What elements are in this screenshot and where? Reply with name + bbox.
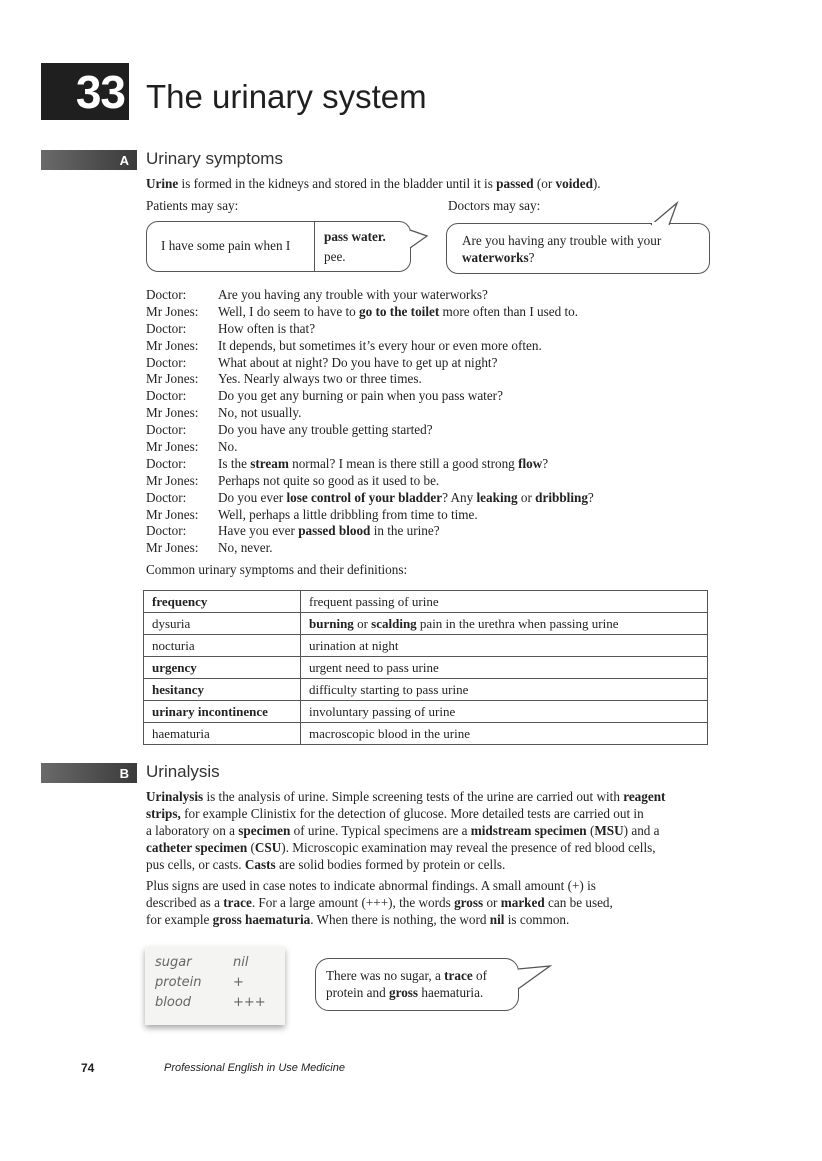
table-row — [144, 679, 708, 701]
text-run: ). Microscopic examination may reveal the presence of red blood cells, — [281, 840, 656, 855]
utterance — [218, 287, 488, 304]
dialogue-line — [146, 473, 594, 490]
text-run: frequent passing of urine — [309, 593, 439, 609]
text-run: can be used, — [544, 895, 613, 910]
bold-term: gross — [389, 985, 419, 1000]
symptom-definition — [301, 613, 708, 635]
table-row — [144, 723, 708, 745]
dialogue-line — [146, 304, 594, 321]
text-run: ? — [528, 250, 535, 265]
text-run: ? Any — [442, 489, 477, 505]
text-run: Plus signs are used in case notes to indicate abnormal findings. A small amount (+) is — [146, 878, 596, 893]
urinalysis-bubble-tail — [510, 963, 554, 997]
urinalysis-paragraph-1 — [146, 788, 665, 873]
text-run: normal? I mean is there still a good strong — [288, 455, 519, 471]
bold-term: Urine — [146, 176, 179, 191]
symptom-term: frequency — [144, 591, 301, 613]
text-run: is common. — [504, 912, 570, 927]
bold-term: leaking — [476, 489, 518, 505]
text-run: Yes. Nearly always two or three times. — [218, 371, 422, 387]
text-run: ) and a — [623, 823, 660, 838]
speaker: Mr Jones: — [146, 439, 199, 455]
section-a-title: Urinary symptoms — [146, 149, 283, 168]
text-run: No. — [218, 439, 238, 455]
patient-speech-bubble — [146, 221, 411, 272]
text-run: There was no sugar, a — [326, 968, 445, 983]
speaker: Doctor: — [146, 455, 187, 471]
bold-term: gross haematuria — [212, 912, 311, 927]
text-run: Is the — [218, 455, 251, 471]
doctor-speech-bubble — [446, 223, 710, 274]
bold-term: burning — [309, 615, 354, 631]
text-run: ( — [586, 823, 595, 838]
section-a-label: A — [41, 150, 137, 170]
dialogue-line — [146, 287, 594, 304]
bold-term: go to the toilet — [359, 303, 440, 319]
speaker: Mr Jones: — [146, 405, 199, 421]
patients-say-label: Patients may say: — [146, 198, 239, 213]
text-run: of urine. Typical specimens are a — [290, 823, 471, 838]
bold-term: stream — [250, 455, 289, 471]
text-line — [146, 788, 665, 805]
text-run: a laboratory on a — [146, 823, 239, 838]
text-run: pain in the urethra when passing urine — [416, 615, 619, 631]
symptom-term: nocturia — [144, 635, 301, 657]
utterance — [218, 523, 440, 540]
text-line — [146, 822, 665, 839]
bold-term: voided — [555, 176, 593, 191]
doctor-bubble-tail — [645, 200, 685, 230]
bold-term: strips, — [146, 806, 181, 821]
bold-term: dribbling — [535, 489, 588, 505]
text-line — [146, 911, 613, 928]
text-run: (or — [533, 176, 556, 191]
urinalysis-speech-bubble — [315, 958, 519, 1011]
text-run: . For a large amount (+++), the words — [251, 895, 455, 910]
note-label: blood — [155, 995, 192, 1010]
note-value: nil — [233, 955, 249, 970]
unit-number: 33 — [41, 63, 129, 120]
text-run: or — [517, 489, 536, 505]
text-line — [146, 856, 665, 873]
text-run: in the urine? — [370, 523, 440, 539]
dialogue-line — [146, 355, 594, 372]
book-title: Professional English in Use Medicine — [164, 1062, 345, 1074]
utterance — [218, 338, 542, 355]
urinalysis-speech-text — [326, 967, 487, 1001]
text-run: for example — [146, 912, 213, 927]
utterance — [218, 304, 578, 321]
text-run: Do you ever — [218, 489, 287, 505]
section-b-label: B — [41, 763, 137, 783]
text-line — [146, 877, 613, 894]
speaker: Doctor: — [146, 422, 187, 438]
dialogue-line — [146, 523, 594, 540]
text-run: No, not usually. — [218, 405, 302, 421]
speaker: Doctor: — [146, 287, 187, 302]
patient-bubble-tail — [400, 226, 430, 252]
text-run: No, never. — [218, 540, 273, 556]
patient-bubble-text: I have some pain when I — [161, 238, 291, 253]
section-b-title: Urinalysis — [146, 762, 220, 781]
dialogue-line — [146, 456, 594, 473]
text-run: involuntary passing of urine — [309, 703, 456, 719]
table-row — [144, 613, 708, 635]
symptom-term: hesitancy — [144, 679, 301, 701]
symptom-term: haematuria — [144, 723, 301, 745]
utterance — [218, 405, 301, 422]
text-run: more often than I used to. — [439, 303, 579, 319]
utterance — [218, 355, 497, 372]
note-value: +++ — [233, 995, 266, 1010]
bold-term: MSU — [594, 823, 624, 838]
text-run: Perhaps not quite so good as it used to be. — [218, 472, 440, 488]
text-run: are solid bodies formed by protein or cells. — [275, 857, 506, 872]
utterance — [218, 473, 439, 490]
symptom-definition — [301, 635, 708, 657]
bold-term: CSU — [254, 840, 282, 855]
speaker: Mr Jones: — [146, 371, 199, 387]
page-title: The urinary system — [146, 78, 427, 115]
bold-term: Casts — [244, 857, 276, 872]
bold-term: catheter specimen — [146, 840, 248, 855]
text-run: . When there is nothing, the word — [310, 912, 490, 927]
text-line — [326, 967, 487, 984]
bold-term: trace — [223, 895, 252, 910]
dialogue-line — [146, 540, 594, 557]
utterance — [218, 490, 594, 507]
utterance — [218, 456, 548, 473]
utterance — [218, 388, 503, 405]
text-run: or — [483, 895, 501, 910]
doctors-say-label: Doctors may say: — [448, 198, 541, 213]
bold-term: trace — [444, 968, 473, 983]
text-run: urination at night — [309, 637, 399, 653]
speaker: Doctor: — [146, 523, 187, 539]
symptoms-table-intro: Common urinary symptoms and their definitions: — [146, 562, 408, 577]
speaker: Mr Jones: — [146, 540, 199, 556]
dialogue-line — [146, 388, 594, 405]
utterance — [218, 422, 433, 439]
text-run: Do you have any trouble getting started? — [218, 422, 433, 438]
text-run: urgent need to pass urine — [309, 659, 439, 675]
patient-option-2: pee. — [324, 249, 346, 264]
note-label: protein — [155, 975, 202, 990]
bubble-divider — [314, 222, 315, 271]
text-run: of — [472, 968, 487, 983]
bold-term: midstream specimen — [470, 823, 587, 838]
symptoms-table — [143, 590, 708, 745]
text-line — [146, 805, 665, 822]
text-run: ( — [247, 840, 255, 855]
text-run: protein and — [326, 985, 389, 1000]
bold-term: scalding — [371, 615, 417, 631]
dialogue — [146, 287, 594, 557]
speaker: Mr Jones: — [146, 506, 199, 522]
speaker: Mr Jones: — [146, 337, 199, 353]
text-line — [326, 984, 487, 1001]
bold-term: reagent — [623, 789, 666, 804]
dialogue-line — [146, 422, 594, 439]
text-run: Well, I do seem to have to — [218, 303, 360, 319]
symptom-definition — [301, 591, 708, 613]
utterance — [218, 371, 422, 388]
speaker: Mr Jones: — [146, 472, 199, 488]
bold-term: passed blood — [298, 523, 371, 539]
symptom-definition — [301, 701, 708, 723]
speaker: Doctor: — [146, 320, 187, 336]
table-row — [144, 635, 708, 657]
note-label: sugar — [155, 955, 192, 970]
patient-option-1: pass water. — [324, 229, 386, 244]
symptom-definition — [301, 657, 708, 679]
text-run: macroscopic blood in the urine — [309, 725, 471, 741]
dialogue-line — [146, 321, 594, 338]
bold-term: lose control of your bladder — [286, 489, 443, 505]
table-row — [144, 591, 708, 613]
table-row — [144, 701, 708, 723]
text-run: It depends, but sometimes it’s every hour or even more often. — [218, 337, 542, 353]
bold-term: nil — [489, 912, 505, 927]
symptom-definition — [301, 723, 708, 745]
table-row — [144, 657, 708, 679]
text-run: for example Clinistix for the detection of glucose. More detailed tests are carried out in — [180, 806, 644, 821]
text-run: haematuria. — [418, 985, 484, 1000]
case-note-card — [145, 947, 285, 1025]
dialogue-line — [146, 490, 594, 507]
text-line — [146, 894, 613, 911]
utterance — [218, 507, 478, 524]
text-run: Do you get any burning or pain when you pass water? — [218, 388, 503, 404]
doctor-bubble-text — [462, 232, 702, 266]
text-run: What about at night? Do you have to get up at night? — [218, 354, 498, 370]
text-run: difficulty starting to pass urine — [309, 681, 469, 697]
dialogue-line — [146, 338, 594, 355]
section-a-intro — [146, 175, 601, 192]
utterance — [218, 540, 273, 557]
symptom-term: urgency — [144, 657, 301, 679]
text-run: ). — [592, 176, 601, 191]
speaker: Doctor: — [146, 354, 187, 370]
text-run: Have you ever — [218, 523, 299, 539]
urinalysis-paragraph-2 — [146, 877, 613, 928]
bold-term: passed — [496, 176, 534, 191]
page-number: 74 — [81, 1061, 95, 1075]
symptom-term: dysuria — [144, 613, 301, 635]
bold-term: Urinalysis — [146, 789, 204, 804]
bold-term: marked — [500, 895, 545, 910]
dialogue-line — [146, 371, 594, 388]
bold-term: gross — [454, 895, 484, 910]
text-run: ? — [542, 455, 549, 471]
speaker: Doctor: — [146, 388, 187, 404]
symptom-term: urinary incontinence — [144, 701, 301, 723]
dialogue-line — [146, 405, 594, 422]
speaker: Mr Jones: — [146, 303, 199, 319]
symptom-definition — [301, 679, 708, 701]
text-run: or — [353, 615, 372, 631]
bold-term: flow — [518, 455, 543, 471]
utterance — [218, 439, 237, 456]
bold-term: specimen — [238, 823, 291, 838]
text-line — [146, 839, 665, 856]
text-run: Are you having any trouble with your waterworks? — [218, 287, 488, 302]
utterance — [218, 321, 315, 338]
text-run: pus cells, or casts. — [146, 857, 245, 872]
dialogue-line — [146, 507, 594, 524]
text-run: described as a — [146, 895, 224, 910]
text-run: is the analysis of urine. Simple screening tests of the urine are carried out with — [203, 789, 624, 804]
text-run: is formed in the kidneys and stored in the bladder until it is — [178, 176, 497, 191]
text-run: Well, perhaps a little dribbling from time to time. — [218, 506, 478, 522]
text-run: ? — [587, 489, 594, 505]
speaker: Doctor: — [146, 489, 187, 505]
text-run: Are you having any trouble with your — [462, 233, 662, 248]
text-run: How often is that? — [218, 320, 316, 336]
bold-term: waterworks — [462, 250, 529, 265]
note-value: + — [233, 975, 244, 990]
dialogue-line — [146, 439, 594, 456]
